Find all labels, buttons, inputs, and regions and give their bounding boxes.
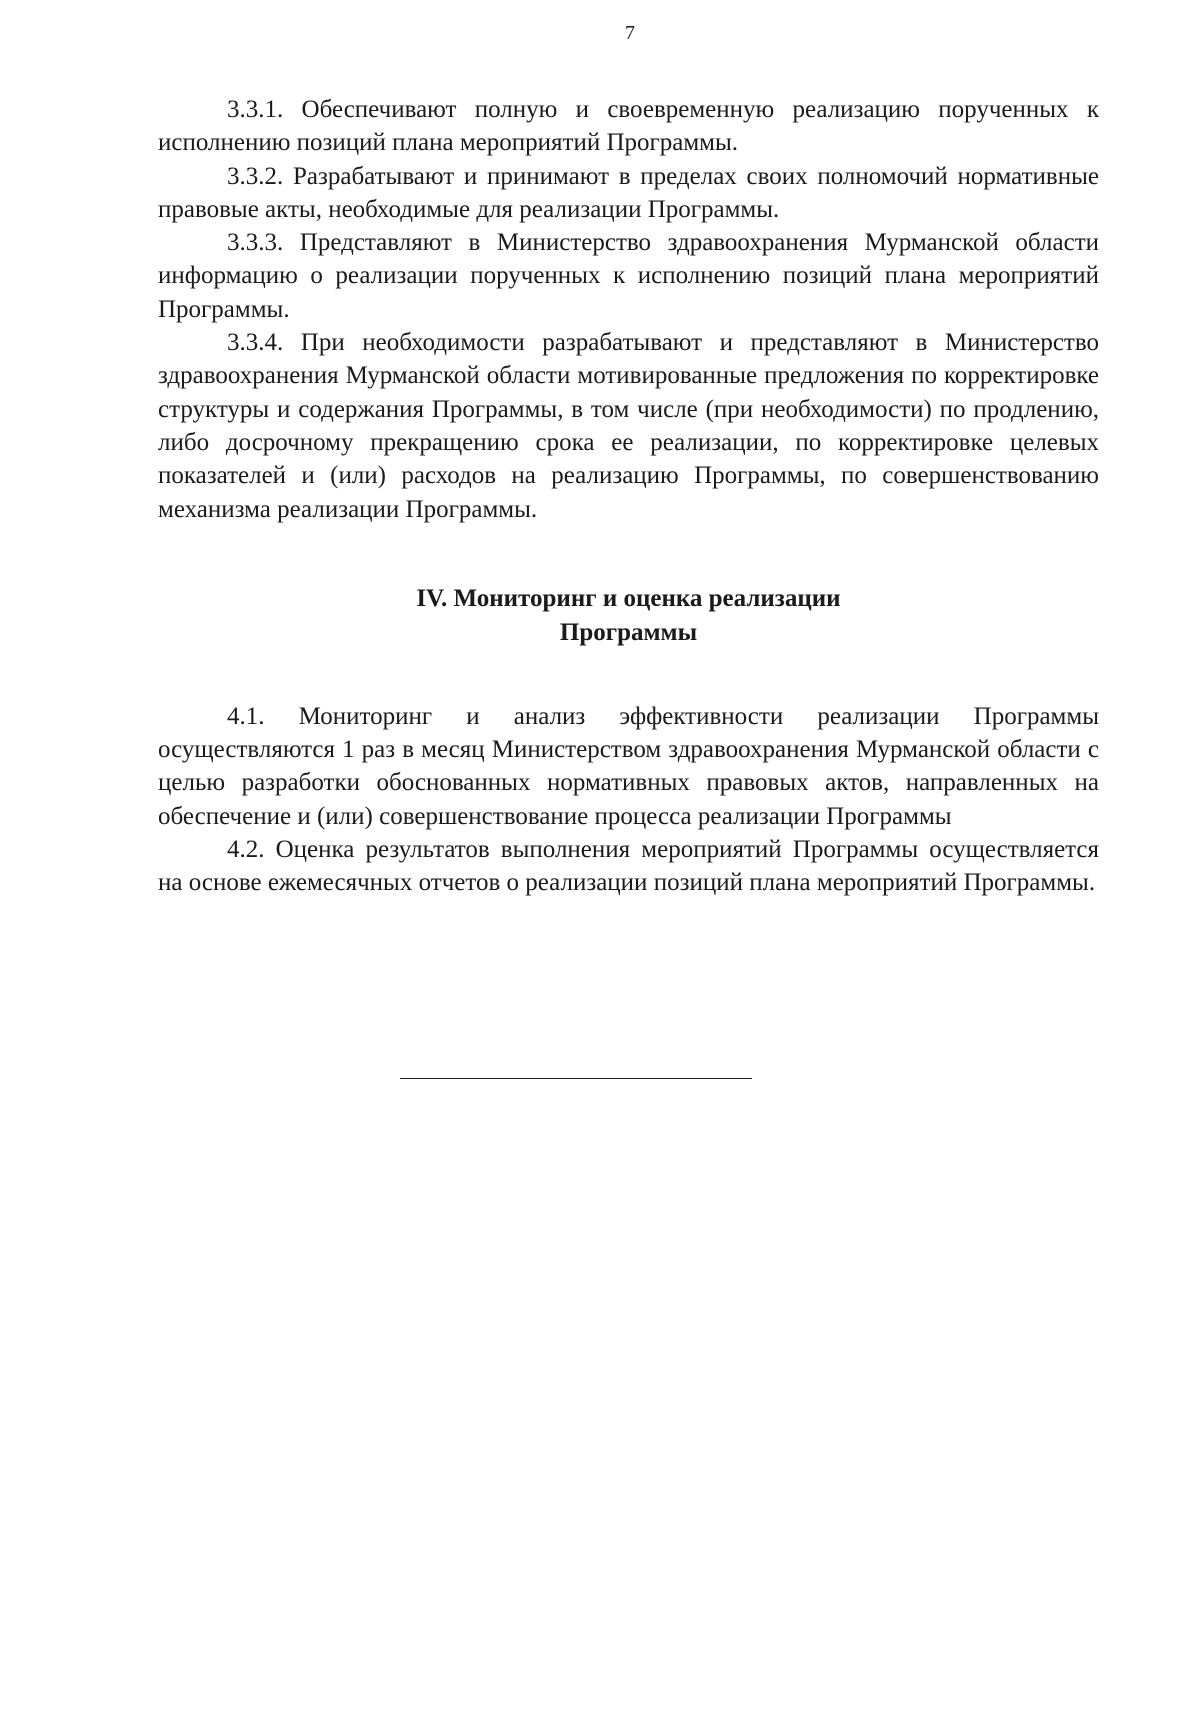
page-number: 7	[625, 22, 635, 44]
document-body	[158, 93, 1099, 900]
paragraph-4-1: 4.1. Мониторинг и анализ эффективности реализации Программы осуществляются 1 раз в месяц Министерством здравоохранения Мурманской области с целью разработки обоснованных нормативных правовых актов, направленных на обеспечение и (или) совершенствование процесса реализации Программы	[158, 702, 1099, 830]
section-heading-line-2: Программы	[559, 618, 698, 646]
paragraph-4-2: 4.2. Оценка результатов выполнения мероприятий Программы осуществляется на основе ежемесячных отчетов о реализации позиций плана мероприятий Программы.	[158, 836, 1099, 897]
paragraph-3-3-1: 3.3.1. Обеспечивают полную и своевременную реализацию порученных к исполнению позиций плана мероприятий Программы.	[158, 96, 1099, 157]
end-divider-line	[400, 1078, 752, 1079]
paragraph-3-3-4: 3.3.4. При необходимости разрабатывают и представляют в Министерство здравоохранения Мурманской области мотивированные предложения по корректировке структуры и содержания Программы, в том числе (при необходимости) по продлению, либо досрочному прекращению срока ее реализации, по корректировке целевых показателей и (или) расходов на реализацию Программы, по совершенствованию механизма реализации Программы.	[158, 329, 1099, 523]
section-heading	[158, 582, 1099, 650]
paragraph-3-3-2: 3.3.2. Разрабатывают и принимают в пределах своих полномочий нормативные правовые акты, необходимые для реализации Программы.	[158, 162, 1099, 223]
section-heading-line-1: IV. Мониторинг и оценка реализации	[416, 584, 841, 612]
paragraph-3-3-3: 3.3.3. Представляют в Министерство здравоохранения Мурманской области информацию о реализации порученных к исполнению позиций плана мероприятий Программы.	[158, 229, 1099, 323]
